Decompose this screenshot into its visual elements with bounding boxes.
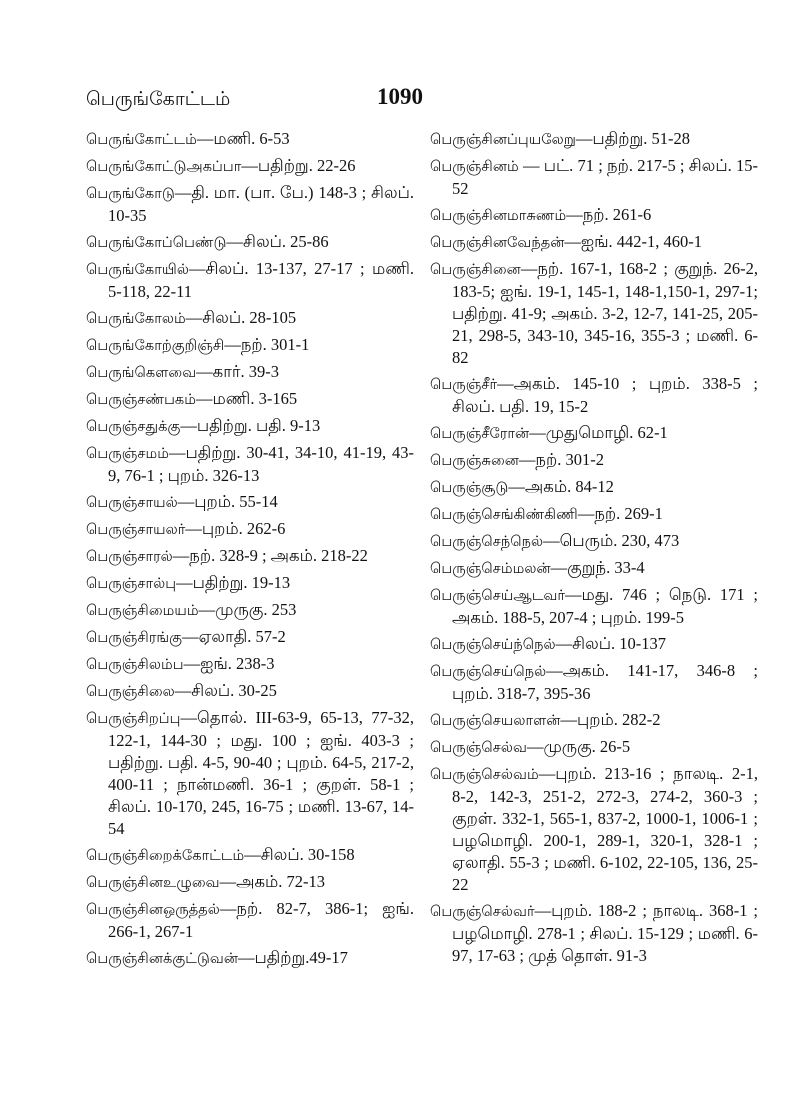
entry-references: —சிலப். 30-25 [174,681,277,700]
entry-headword: பெருஞ்சீரோன் [430,425,530,442]
entry-headword: பெருஞ்சிமையம் [86,602,199,619]
index-entry [86,545,414,568]
entry-references: —தொல். III-63-9, 65-13, 77-32, 122-1, 144-30 ; மது. 100 ; ஐங். 403-3 ; பதிற்று. பதி. 4-5, 90-40 ; புறம். 64-5, 217-2, 400-11 ; நான்மணி. 36-1 ; குறள். 58-1 ; சிலப். 10-170, 245, 16-75 ; மணி. 13-67, 14-54 [108,708,414,838]
entry-references: —அகம். 141-17, 346-8 ; புறம். 318-7, 395-36 [452,661,758,703]
index-entry [86,388,414,411]
entry-references: —தி. மா. (பா. பே.) 148-3 ; சிலப். 10-35 [108,183,414,225]
entry-headword: பெருஞ்சிரங்கு [86,629,183,646]
index-entry [86,442,414,487]
entry-references: —முருகு. 253 [198,600,297,619]
entry-references: —பதிற்று. 22-26 [241,156,356,175]
entry-headword: பெருஞ்செல்வர் [430,903,535,920]
entry-headword: பெருங்கோட்டம் [86,131,197,148]
index-entry [86,491,414,514]
index-entry [86,680,414,703]
index-entry [86,155,414,178]
entry-headword: பெருஞ்சமம் [86,445,169,462]
entry-references: —பதிற்று.49-17 [237,948,348,967]
entry-references: —பெரும். 230, 473 [543,531,680,550]
entry-headword: பெருங்கௌவை [86,364,197,381]
entry-headword: பெருங்கோடு [86,185,175,202]
index-entry [86,947,414,970]
index-entry [430,900,758,967]
entry-headword: பெருஞ்சிலம்ப [86,656,184,673]
index-entry [430,763,758,896]
running-head: பெருங்கோட்டம் [86,88,231,110]
entry-references: —மணி. 6-53 [196,129,290,148]
entry-headword: பெருஞ்சண்பகம் [86,391,197,408]
left-column [86,128,414,974]
entry-references: —ஐங். 238-3 [183,654,275,673]
entry-headword: பெருங்கோற்குறிஞ்சி [86,337,225,354]
index-entry [430,709,758,732]
entry-references: —பதிற்று. 19-13 [176,573,291,592]
entry-headword: பெருஞ்சாயலர் [86,521,186,538]
entry-headword: பெருஞ்செய்ஆடவர் [430,587,566,604]
entry-references: —முருகு. 26-5 [526,737,631,756]
entry-headword: பெருஞ்செல்வ [430,739,527,756]
entry-headword: பெருஞ்சினக்குட்டுவன் [86,950,238,967]
entry-references: —ஐங். 442-1, 460-1 [564,232,703,251]
index-entry [86,653,414,676]
index-entry [86,898,414,943]
entry-headword: பெருஞ்சினமாசுணம் [430,207,567,224]
index-entry [430,476,758,499]
entry-headword: பெருஞ்செய்நெல் [430,663,547,680]
entry-headword: பெருஞ்சிலை [86,683,175,700]
entry-headword: பெருஞ்செல்வம் [430,766,539,783]
index-entry [86,231,414,254]
entry-references: —பதிற்று. 51-28 [575,129,690,148]
entry-headword: பெருஞ்சிறப்பு [86,710,181,727]
entry-headword: பெருஞ்செய்ந்நெல் [430,636,556,653]
entry-headword: பெருங்கோலம் [86,310,186,327]
index-entry [86,334,414,357]
entry-references: —நற். 82-7, 386-1; ஐங். 266-1, 267-1 [108,899,414,941]
entry-headword: பெருஞ்சிறைக்கோட்டம் [86,847,245,864]
entry-headword: பெருஞ்சாயல் [86,494,178,511]
index-entry [430,736,758,759]
entry-references: —நற். 261-6 [566,205,652,224]
entry-headword: பெருஞ்செம்மலன் [430,560,551,577]
entry-headword: பெருஞ்செயலாளன் [430,712,561,729]
entry-headword: பெருஞ்சினம் [430,158,519,175]
index-entry [430,633,758,656]
index-entry [86,361,414,384]
entry-references: —நற். 328-9 ; அகம். 218-22 [172,546,368,565]
entry-references: —சிலப். 25-86 [226,232,329,251]
entry-headword: பெருஞ்செங்கிண்கிணி [430,506,578,523]
entry-references: — பட். 71 ; நற். 217-5 ; சிலப். 15-52 [452,156,758,198]
index-entry [430,128,758,151]
index-entry [430,449,758,472]
index-entry [86,871,414,894]
index-entry [86,258,414,303]
entry-references: —மணி. 3-165 [196,389,298,408]
entry-references: —ஏலாதி. 57-2 [182,627,286,646]
entry-references: —புறம். 262-6 [185,519,286,538]
index-entry [86,572,414,595]
index-entry [86,626,414,649]
entry-headword: பெருங்கோப்பெண்டு [86,234,227,251]
entry-headword: பெருஞ்செந்நெல் [430,533,544,550]
entry-headword: பெருஞ்சுனை [430,452,519,469]
index-entry [430,204,758,227]
entry-references: —புறம். 213-16 ; நாலடி. 2-1, 8-2, 142-3, 251-2, 272-3, 274-2, 360-3 ; குறள். 332-1, 565-1, 837-2, 1000-1, 1006-1 ; பழமொழி. 200-1, 289-1, 320-1, 328-1 ; ஏலாதி. 55-3 ; மணி. 6-102, 22-105, 136, 25-22 [452,764,758,894]
index-entry [430,503,758,526]
entry-references: —அகம். 145-10 ; புறம். 338-5 ; சிலப். பதி. 19, 15-2 [452,374,758,416]
entry-references: —கார். 39-3 [196,362,279,381]
entry-references: —புறம். 55-14 [177,492,278,511]
index-entry [86,307,414,330]
index-entry [86,415,414,438]
index-entry [430,231,758,254]
entry-references: —அகம். 72-13 [219,872,326,891]
index-entry [86,599,414,622]
index-entry [86,128,414,151]
index-entry [430,422,758,445]
index-entry [86,518,414,541]
entry-headword: பெருஞ்சாரல் [86,548,173,565]
right-column [430,128,758,971]
entry-references: —பதிற்று. 30-41, 34-10, 41-19, 43-9, 76-1 ; புறம். 326-13 [108,443,414,485]
entry-references: —குறுந். 33-4 [550,558,645,577]
index-entry [430,660,758,705]
entry-references: —சிலப். 30-158 [244,845,355,864]
index-entry [430,258,758,369]
index-entry [430,557,758,580]
entry-headword: பெருஞ்சூடு [430,479,509,496]
index-entry [430,530,758,553]
entry-references: —நற். 269-1 [577,504,663,523]
entry-references: —நற். 301-1 [224,335,310,354]
index-entry [430,155,758,200]
index-entry [86,844,414,867]
index-entry [430,373,758,418]
entry-headword: பெருஞ்சினஒருத்தல் [86,901,220,918]
entry-references: —நற். 301-2 [518,450,604,469]
entry-headword: பெருஞ்சால்பு [86,575,177,592]
entry-references: —சிலப். 28-105 [185,308,297,327]
index-entry [86,182,414,227]
entry-headword: பெருங்கோயில் [86,261,189,278]
entry-headword: பெருங்கோட்டுஅகப்பா [86,158,242,175]
entry-headword: பெருஞ்சீர் [430,376,498,393]
entry-references: —நற். 167-1, 168-2 ; குறுந். 26-2, 183-5; ஐங். 19-1, 145-1, 148-1,150-1, 297-1; பதிற்று. 41-9; அகம். 3-2, 12-7, 141-25, 205-21, 298-5, 343-10, 345-16, 355-3 ; மணி. 6-82 [452,259,758,367]
entry-references: —புறம். 282-2 [560,710,661,729]
entry-references: —புறம். 188-2 ; நாலடி. 368-1 ; பழமொழி. 278-1 ; சிலப். 15-129 ; மணி. 6-97, 17-63 ; முத் தொள். 91-3 [452,901,758,965]
entry-headword: பெருஞ்சதுக்கு [86,418,181,435]
entry-references: —சிலப். 10-137 [555,634,666,653]
entry-references: —அகம். 84-12 [508,477,614,496]
entry-references: —பதிற்று. பதி. 9-13 [180,416,321,435]
entry-headword: பெருஞ்சினவேந்தன் [430,234,565,251]
index-entry [86,707,414,840]
entry-references: —மது. 746 ; நெடு. 171 ; அகம். 188-5, 207-4 ; புறம். 199-5 [452,585,758,627]
entry-references: —சிலப். 13-137, 27-17 ; மணி. 5-118, 22-11 [108,259,414,301]
entry-headword: பெருஞ்சினஉழுவை [86,874,220,891]
entry-headword: பெருஞ்சினப்புயலேறு [430,131,576,148]
entry-headword: பெருஞ்சினை [430,261,521,278]
entry-references: —முதுமொழி. 62-1 [529,423,668,442]
index-entry [430,584,758,629]
page-number: 1090 [377,84,423,109]
